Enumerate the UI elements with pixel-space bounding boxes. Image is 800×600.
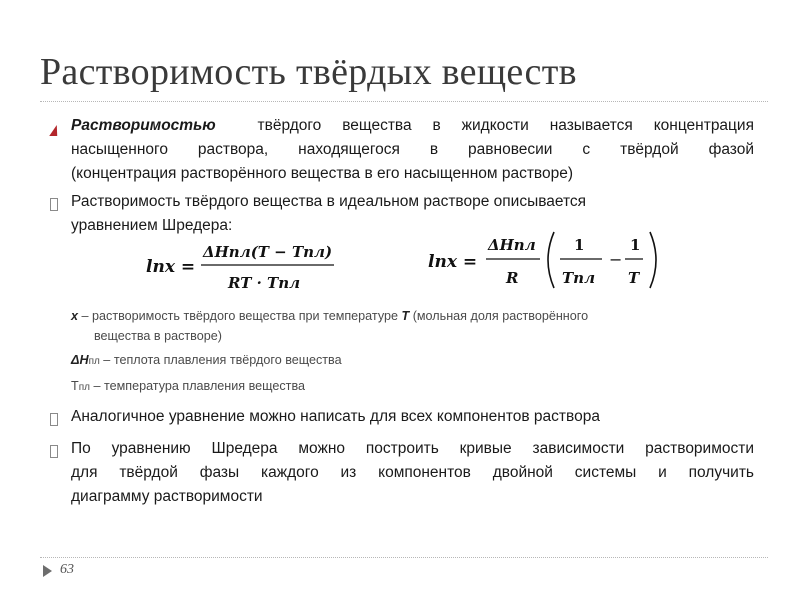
equation-lhs: lnx = [428,252,478,272]
equation-denominator: RT · Tпл [228,274,301,292]
definition-text: (мольная доля растворённого [409,309,589,323]
left-paren [548,232,554,288]
bullet-line: (концентрация растворённого вещества в его насыщенном растворе) [71,165,574,182]
definition-t [71,376,751,398]
bullet-line: Аналогичное уравнение можно написать для всех компонентов раствора [71,408,600,425]
bullet-paragraph-analogous [71,405,754,429]
definition-text: – температура плавления вещества [89,379,305,393]
equation-lhs: lnx = [146,257,196,277]
bullet-paragraph-diagram [71,437,754,509]
bullet-line: насыщенного раствора, находящегося в равновесии с твёрдой фазой [71,141,754,158]
bullet-text: твёрдого вещества в жидкости называется концентрация [257,117,754,134]
symbol-subscript: пл [88,356,100,367]
bullet-line [71,114,754,138]
symbol-x: x [71,309,79,323]
symbol-T: T [401,309,410,323]
title-divider [40,101,768,102]
definition-x [71,306,751,326]
hollow-box-icon [50,198,58,211]
frac2-denominator: T [628,269,640,287]
symbol-delta-h: ΔH [71,353,89,367]
symbol-subscript: пл [78,382,90,393]
equation-numerator: ΔHпл(T − Tпл) [203,243,333,261]
bullet-line: уравнением Шредера: [71,217,233,234]
schroeder-equation-difference [424,226,664,299]
frac2-numerator: 1 [630,236,641,254]
definition-text: – растворимость твёрдого вещества при температуре [78,309,402,323]
frac1-denominator: Tпл [562,269,596,287]
bullet-line: Растворимость твёрдого вещества в идеальном растворе описывается [71,193,587,210]
red-quad-icon [49,125,59,136]
bullet-line: диаграмму растворимости [71,488,263,505]
term-highlight: Растворимостью [71,117,216,134]
slide-title: Растворимость твёрдых веществ [40,51,577,93]
bullet-line: для твёрдой фазы каждого из компонентов двойной системы и получить [71,464,754,481]
page-number: 63 [60,562,74,577]
schroeder-equation-fraction [140,232,340,301]
prefactor-numerator: ΔHпл [488,236,536,254]
prefactor-denominator: R [506,269,519,287]
variable-definitions [71,306,751,398]
hollow-box-icon [50,413,58,426]
hollow-box-icon [50,445,58,458]
frac1-numerator: 1 [574,236,585,254]
bullet-line: По уравнению Шредера можно построить кривые зависимости растворимости [71,440,754,457]
footer-divider [40,557,768,558]
definition-x-continued: вещества в растворе) [94,329,222,343]
right-paren [650,232,656,288]
bullet-paragraph-definition [71,114,754,186]
definition-text: – теплота плавления твёрдого вещества [99,353,342,367]
triangle-arrow-icon [43,565,52,577]
minus-sign: − [609,250,623,269]
definition-dh [71,350,751,372]
symbol-T-melt: T [71,379,79,393]
